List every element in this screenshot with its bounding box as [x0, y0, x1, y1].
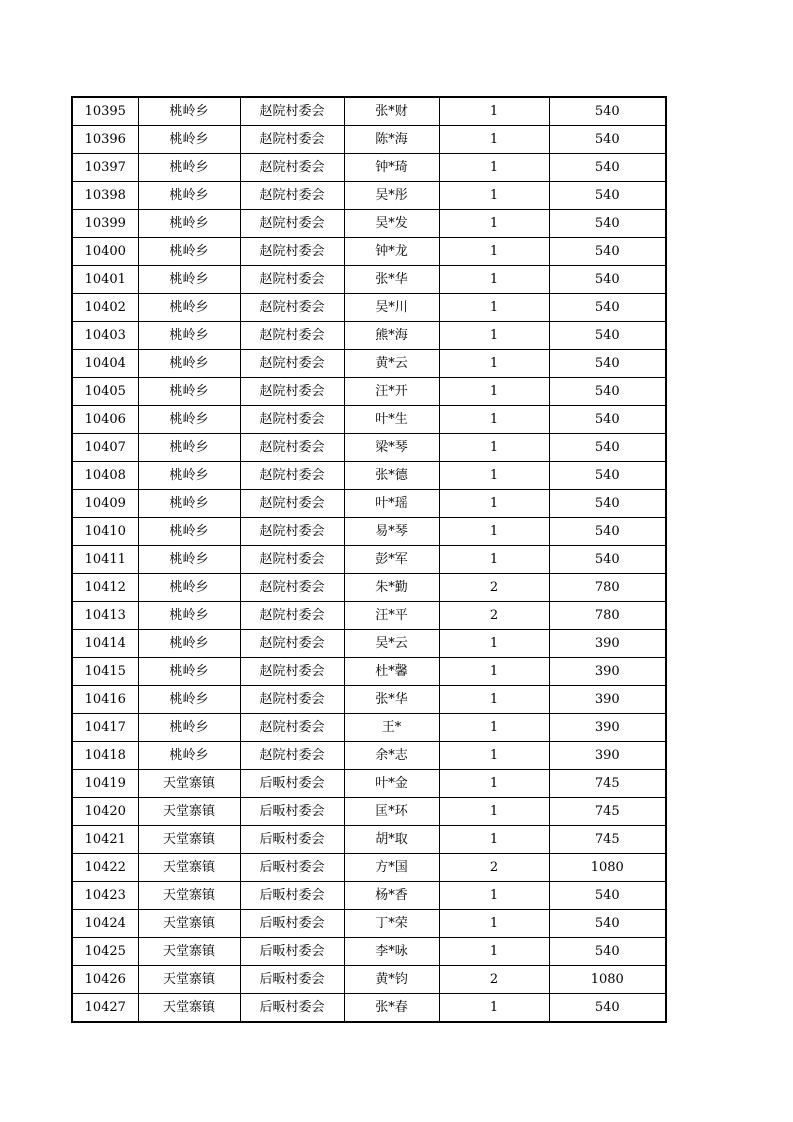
count-cell: 1: [439, 658, 549, 686]
table-row: [72, 406, 666, 434]
village-cell: 后畈村委会: [240, 798, 344, 826]
id-cell: 10395: [72, 97, 138, 126]
count-cell: 1: [439, 322, 549, 350]
id-cell: 10422: [72, 854, 138, 882]
township-cell: 桃岭乡: [138, 294, 240, 322]
village-cell: 赵院村委会: [240, 658, 344, 686]
count-cell: 1: [439, 406, 549, 434]
village-cell: 赵院村委会: [240, 490, 344, 518]
township-cell: 桃岭乡: [138, 602, 240, 630]
count-cell: 1: [439, 910, 549, 938]
id-cell: 10407: [72, 434, 138, 462]
township-cell: 桃岭乡: [138, 126, 240, 154]
id-cell: 10420: [72, 798, 138, 826]
table-row: [72, 546, 666, 574]
name-cell: 吴*川: [344, 294, 439, 322]
name-cell: 胡*取: [344, 826, 439, 854]
amount-cell: 745: [549, 770, 666, 798]
township-cell: 桃岭乡: [138, 630, 240, 658]
amount-cell: 540: [549, 406, 666, 434]
village-cell: 赵院村委会: [240, 238, 344, 266]
amount-cell: 390: [549, 658, 666, 686]
village-cell: 赵院村委会: [240, 378, 344, 406]
table-row: [72, 238, 666, 266]
village-cell: 后畈村委会: [240, 994, 344, 1023]
table-row: [72, 714, 666, 742]
count-cell: 1: [439, 462, 549, 490]
count-cell: 1: [439, 826, 549, 854]
count-cell: 1: [439, 546, 549, 574]
name-cell: 熊*海: [344, 322, 439, 350]
township-cell: 桃岭乡: [138, 462, 240, 490]
count-cell: 1: [439, 434, 549, 462]
amount-cell: 1080: [549, 854, 666, 882]
amount-cell: 780: [549, 574, 666, 602]
village-cell: 赵院村委会: [240, 350, 344, 378]
village-cell: 赵院村委会: [240, 742, 344, 770]
amount-cell: 540: [549, 266, 666, 294]
name-cell: 黄*云: [344, 350, 439, 378]
township-cell: 桃岭乡: [138, 546, 240, 574]
amount-cell: 390: [549, 714, 666, 742]
name-cell: 朱*勤: [344, 574, 439, 602]
township-cell: 天堂寨镇: [138, 882, 240, 910]
id-cell: 10413: [72, 602, 138, 630]
township-cell: 天堂寨镇: [138, 854, 240, 882]
count-cell: 1: [439, 770, 549, 798]
amount-cell: 540: [549, 350, 666, 378]
township-cell: 桃岭乡: [138, 686, 240, 714]
name-cell: 吴*云: [344, 630, 439, 658]
amount-cell: 540: [549, 938, 666, 966]
village-cell: 赵院村委会: [240, 126, 344, 154]
id-cell: 10397: [72, 154, 138, 182]
table-row: [72, 910, 666, 938]
id-cell: 10426: [72, 966, 138, 994]
name-cell: 吴*彤: [344, 182, 439, 210]
count-cell: 2: [439, 602, 549, 630]
table-row: [72, 742, 666, 770]
township-cell: 桃岭乡: [138, 238, 240, 266]
table-row: [72, 434, 666, 462]
table-row: [72, 182, 666, 210]
id-cell: 10414: [72, 630, 138, 658]
amount-cell: 745: [549, 826, 666, 854]
name-cell: 吴*发: [344, 210, 439, 238]
table-row: [72, 574, 666, 602]
count-cell: 1: [439, 882, 549, 910]
count-cell: 1: [439, 97, 549, 126]
table-row: [72, 210, 666, 238]
id-cell: 10423: [72, 882, 138, 910]
table-row: [72, 462, 666, 490]
id-cell: 10415: [72, 658, 138, 686]
township-cell: 天堂寨镇: [138, 826, 240, 854]
data-table: [71, 96, 667, 1023]
township-cell: 桃岭乡: [138, 182, 240, 210]
village-cell: 赵院村委会: [240, 210, 344, 238]
id-cell: 10400: [72, 238, 138, 266]
table-row: [72, 154, 666, 182]
name-cell: 丁*荣: [344, 910, 439, 938]
amount-cell: 390: [549, 630, 666, 658]
count-cell: 1: [439, 182, 549, 210]
table-row: [72, 490, 666, 518]
id-cell: 10409: [72, 490, 138, 518]
village-cell: 赵院村委会: [240, 97, 344, 126]
count-cell: 1: [439, 126, 549, 154]
amount-cell: 780: [549, 602, 666, 630]
village-cell: 后畈村委会: [240, 938, 344, 966]
count-cell: 1: [439, 350, 549, 378]
amount-cell: 540: [549, 518, 666, 546]
table-row: [72, 266, 666, 294]
id-cell: 10405: [72, 378, 138, 406]
village-cell: 赵院村委会: [240, 518, 344, 546]
township-cell: 桃岭乡: [138, 742, 240, 770]
township-cell: 天堂寨镇: [138, 770, 240, 798]
township-cell: 桃岭乡: [138, 574, 240, 602]
village-cell: 后畈村委会: [240, 882, 344, 910]
township-cell: 桃岭乡: [138, 378, 240, 406]
name-cell: 钟*琦: [344, 154, 439, 182]
name-cell: 张*财: [344, 97, 439, 126]
amount-cell: 540: [549, 210, 666, 238]
id-cell: 10401: [72, 266, 138, 294]
amount-cell: 540: [549, 462, 666, 490]
table-row: [72, 994, 666, 1023]
count-cell: 2: [439, 966, 549, 994]
table-row: [72, 294, 666, 322]
township-cell: 桃岭乡: [138, 350, 240, 378]
table-row: [72, 350, 666, 378]
table-row: [72, 378, 666, 406]
township-cell: 天堂寨镇: [138, 994, 240, 1023]
count-cell: 1: [439, 294, 549, 322]
village-cell: 赵院村委会: [240, 574, 344, 602]
count-cell: 2: [439, 574, 549, 602]
village-cell: 赵院村委会: [240, 630, 344, 658]
id-cell: 10425: [72, 938, 138, 966]
village-cell: 赵院村委会: [240, 686, 344, 714]
id-cell: 10406: [72, 406, 138, 434]
village-cell: 后畈村委会: [240, 770, 344, 798]
id-cell: 10421: [72, 826, 138, 854]
township-cell: 桃岭乡: [138, 714, 240, 742]
id-cell: 10396: [72, 126, 138, 154]
count-cell: 1: [439, 630, 549, 658]
count-cell: 1: [439, 994, 549, 1023]
name-cell: 钟*龙: [344, 238, 439, 266]
id-cell: 10399: [72, 210, 138, 238]
count-cell: 1: [439, 490, 549, 518]
name-cell: 李*咏: [344, 938, 439, 966]
count-cell: 1: [439, 378, 549, 406]
count-cell: 1: [439, 518, 549, 546]
id-cell: 10417: [72, 714, 138, 742]
name-cell: 易*琴: [344, 518, 439, 546]
village-cell: 赵院村委会: [240, 602, 344, 630]
id-cell: 10404: [72, 350, 138, 378]
id-cell: 10418: [72, 742, 138, 770]
table-row: [72, 97, 666, 126]
name-cell: 张*华: [344, 686, 439, 714]
township-cell: 天堂寨镇: [138, 938, 240, 966]
name-cell: 余*志: [344, 742, 439, 770]
amount-cell: 540: [549, 994, 666, 1023]
amount-cell: 540: [549, 154, 666, 182]
count-cell: 1: [439, 686, 549, 714]
name-cell: 匡*环: [344, 798, 439, 826]
village-cell: 后畈村委会: [240, 966, 344, 994]
table-row: [72, 686, 666, 714]
village-cell: 赵院村委会: [240, 714, 344, 742]
amount-cell: 540: [549, 322, 666, 350]
amount-cell: 540: [549, 490, 666, 518]
amount-cell: 540: [549, 294, 666, 322]
id-cell: 10419: [72, 770, 138, 798]
village-cell: 赵院村委会: [240, 154, 344, 182]
id-cell: 10398: [72, 182, 138, 210]
township-cell: 桃岭乡: [138, 97, 240, 126]
amount-cell: 390: [549, 742, 666, 770]
table-row: [72, 658, 666, 686]
count-cell: 1: [439, 154, 549, 182]
id-cell: 10402: [72, 294, 138, 322]
name-cell: 汪*开: [344, 378, 439, 406]
id-cell: 10424: [72, 910, 138, 938]
village-cell: 赵院村委会: [240, 294, 344, 322]
table-row: [72, 938, 666, 966]
name-cell: 彭*军: [344, 546, 439, 574]
township-cell: 桃岭乡: [138, 154, 240, 182]
table-row: [72, 602, 666, 630]
name-cell: 叶*瑶: [344, 490, 439, 518]
count-cell: 1: [439, 266, 549, 294]
table-row: [72, 826, 666, 854]
name-cell: 汪*平: [344, 602, 439, 630]
township-cell: 桃岭乡: [138, 266, 240, 294]
id-cell: 10412: [72, 574, 138, 602]
table-row: [72, 798, 666, 826]
table-row: [72, 126, 666, 154]
count-cell: 2: [439, 854, 549, 882]
name-cell: 梁*琴: [344, 434, 439, 462]
village-cell: 后畈村委会: [240, 826, 344, 854]
count-cell: 1: [439, 938, 549, 966]
village-cell: 赵院村委会: [240, 434, 344, 462]
amount-cell: 540: [549, 182, 666, 210]
amount-cell: 745: [549, 798, 666, 826]
amount-cell: 540: [549, 378, 666, 406]
township-cell: 天堂寨镇: [138, 910, 240, 938]
count-cell: 1: [439, 798, 549, 826]
count-cell: 1: [439, 238, 549, 266]
id-cell: 10427: [72, 994, 138, 1023]
township-cell: 桃岭乡: [138, 434, 240, 462]
count-cell: 1: [439, 742, 549, 770]
id-cell: 10403: [72, 322, 138, 350]
table-row: [72, 322, 666, 350]
name-cell: 杨*香: [344, 882, 439, 910]
name-cell: 陈*海: [344, 126, 439, 154]
count-cell: 1: [439, 714, 549, 742]
table-row: [72, 966, 666, 994]
township-cell: 桃岭乡: [138, 658, 240, 686]
amount-cell: 540: [549, 126, 666, 154]
township-cell: 天堂寨镇: [138, 798, 240, 826]
name-cell: 张*春: [344, 994, 439, 1023]
amount-cell: 540: [549, 882, 666, 910]
id-cell: 10410: [72, 518, 138, 546]
village-cell: 后畈村委会: [240, 854, 344, 882]
name-cell: 叶*生: [344, 406, 439, 434]
name-cell: 张*华: [344, 266, 439, 294]
name-cell: 方*国: [344, 854, 439, 882]
village-cell: 后畈村委会: [240, 910, 344, 938]
count-cell: 1: [439, 210, 549, 238]
amount-cell: 540: [549, 910, 666, 938]
amount-cell: 540: [549, 97, 666, 126]
table-row: [72, 882, 666, 910]
name-cell: 王*: [344, 714, 439, 742]
table-row: [72, 518, 666, 546]
name-cell: 张*德: [344, 462, 439, 490]
table-body: [72, 97, 666, 1022]
table-row: [72, 854, 666, 882]
village-cell: 赵院村委会: [240, 266, 344, 294]
id-cell: 10411: [72, 546, 138, 574]
amount-cell: 1080: [549, 966, 666, 994]
table-row: [72, 630, 666, 658]
township-cell: 桃岭乡: [138, 490, 240, 518]
township-cell: 桃岭乡: [138, 518, 240, 546]
amount-cell: 540: [549, 238, 666, 266]
village-cell: 赵院村委会: [240, 462, 344, 490]
village-cell: 赵院村委会: [240, 322, 344, 350]
village-cell: 赵院村委会: [240, 546, 344, 574]
township-cell: 桃岭乡: [138, 210, 240, 238]
name-cell: 杜*馨: [344, 658, 439, 686]
township-cell: 天堂寨镇: [138, 966, 240, 994]
table-row: [72, 770, 666, 798]
name-cell: 叶*金: [344, 770, 439, 798]
village-cell: 赵院村委会: [240, 182, 344, 210]
name-cell: 黄*钧: [344, 966, 439, 994]
township-cell: 桃岭乡: [138, 322, 240, 350]
amount-cell: 540: [549, 434, 666, 462]
id-cell: 10408: [72, 462, 138, 490]
amount-cell: 390: [549, 686, 666, 714]
amount-cell: 540: [549, 546, 666, 574]
township-cell: 桃岭乡: [138, 406, 240, 434]
id-cell: 10416: [72, 686, 138, 714]
village-cell: 赵院村委会: [240, 406, 344, 434]
